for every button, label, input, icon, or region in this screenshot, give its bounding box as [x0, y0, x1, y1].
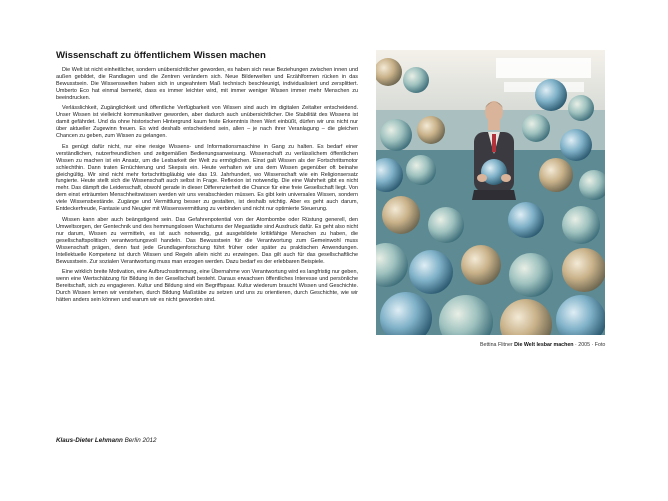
globes-photo-illustration [376, 50, 605, 335]
paragraph: Die Welt ist nicht einheitlicher, sondern unübersichtlicher geworden, es haben sich neue Beziehungen zwischen innen und außen gebildet, die Randlagen und die Zentren verändern sich. Neue Bilderwelten und Erzählformen rücken in das Bewusstsein. Die Wissenswelten haben sich in ungeahntem Maß technisch beschleunigt, individualisiert und zersplittert. Umberto Eco hat einmal bemerkt, dass es immer leichter wird, mit immer weniger Wissen immer mehr Menschen zu beeindrucken. [56, 67, 358, 101]
photo-globes [376, 50, 605, 335]
article-column [56, 50, 358, 307]
photo-caption [480, 342, 605, 349]
author-signature [56, 437, 156, 445]
paragraph: Es genügt dafür nicht, nur eine riesige Wissens- und Informationsmaschine in Gang zu halten. Es bedarf einer verständlichen, nutzerfreundlichen und zeitgemäßen Bedienungsanweisung. Wissenschaft zu verlässlichem öffentlichen Wissen zu machen ist ein Ansatz, um die Lesbarkeit der Welt zu ermöglichen. Einst galt Wissen als der Fortschrittsmotor schlechthin. Dann traten Ernüchterung und Skepsis ein. Heute verhalten wir uns dem Wissen gegenüber oft beinahe gleichgültig. Wir sind nicht mehr fortschrittsgläubig wie das 19. Jahrhundert, wo Wissenschaft wie ein Religionsersatz fungierte. Heute stellt sich die Wissenschaft auch selbst in Frage. Reflexion ist notwendig. Die eine Wahrheit gibt es nicht mehr. Das dämpft die Leidenschaft, obwohl gerade in dieser Differenzierheit die Chance für eine freie Gesellschaft liegt. Von dem einst erträumten Menschheitswissen werden wir uns verabschieden müssen. Es gibt kein universales Wissen, sondern viele Wissensbestände. Zugänge und Vermittlung besser zu gestalten, ist deshalb wichtig. Aber es geht auch darum, Entdeckerfreude, Fantasie und Neugier mit Wissensvermittlung zu verbinden und nicht nur optimierte Steuerung. [56, 143, 358, 213]
caption-artist: Bettina Flitner [480, 342, 513, 348]
article-title: Wissenschaft zu öffentlichem Wissen machen [56, 50, 266, 61]
author-name: Klaus-Dieter Lehmann [56, 437, 123, 444]
caption-details: · 2005 · Foto [575, 342, 606, 348]
paragraph: Verlässlichkeit, Zugänglichkeit und öffentliche Verfügbarkeit von Wissen sind auch im digitalen Zeitalter entscheidend. Unser Wissen ist vielleicht kommunikativer geworden, aber dadurch auch unübersichtlicher. Die Stabilität des Wissens ist damit gefährdet. Und da ohne historischen Hintergrund kaum feste Erkenntnis ihren Wert einbüßt, dürfen wir uns nicht nur über aktueller Zugewinn freuen. Es wird deshalb entscheidend sein, allen – je nach ihrer Veranlagung – die gleichen Chancen zu geben, zum Wissen zu gelangen. [56, 105, 358, 140]
paragraph: Eine wirklich breite Motivation, eine Aufbruchsstimmung, eine Übernahme von Verantwortung wird es langfristig nur geben, wenn eine Wertschätzung für Bildung in der Gesellschaft besteht. Daraus erwachsen öffentliches Interesse und persönliche Bereitschaft, sich zu engagieren. Kultur und Bildung sind ein Begriffspaar. Kultur wiederum braucht Wissen und Geschichte. Durch Wissen lernen wir verstehen, durch Bildung Maßstäbe zu setzen und uns zu orientieren, durch Geschichte, wie wir hätten anders sein können und warum wir es nicht geworden sind. [56, 269, 358, 303]
place-year: Berlin 2012 [124, 437, 157, 444]
caption-title: Die Welt lesbar machen [514, 342, 574, 348]
paragraph: Wissen kann aber auch beängstigend sein. Das Gefahrenpotential von der Atombombe oder Rüstung generell, den Umweltsorgen, der Gentechnik und des hemmungslosen Wachstums der Megastädte sind Ausdruck dafür. Es geht also nicht nur darum, Wissen zu vermitteln, es ist auch notwendig, gut ausgebildete kritikfähige Menschen zu haben, die gesellschaftspolitisch verantwortungsvoll handeln. Das Bewusstsein für die Verantwortung zum Gemeinwohl muss Wissenschaft prägen, denn fast jede Grundlagenforschung führt früher oder später zu praktischen Anwendungen. Intellektuelle Kompetenz ist durch Wissen und Regeln allein nicht zu erzwingen. Das gilt auch für das gesellschaftliche Bewusstsein. Zur sozialen Verantwortung muss man erzogen werden. Dazu bedarf es der erlebbaren Beispiele. [56, 216, 358, 265]
